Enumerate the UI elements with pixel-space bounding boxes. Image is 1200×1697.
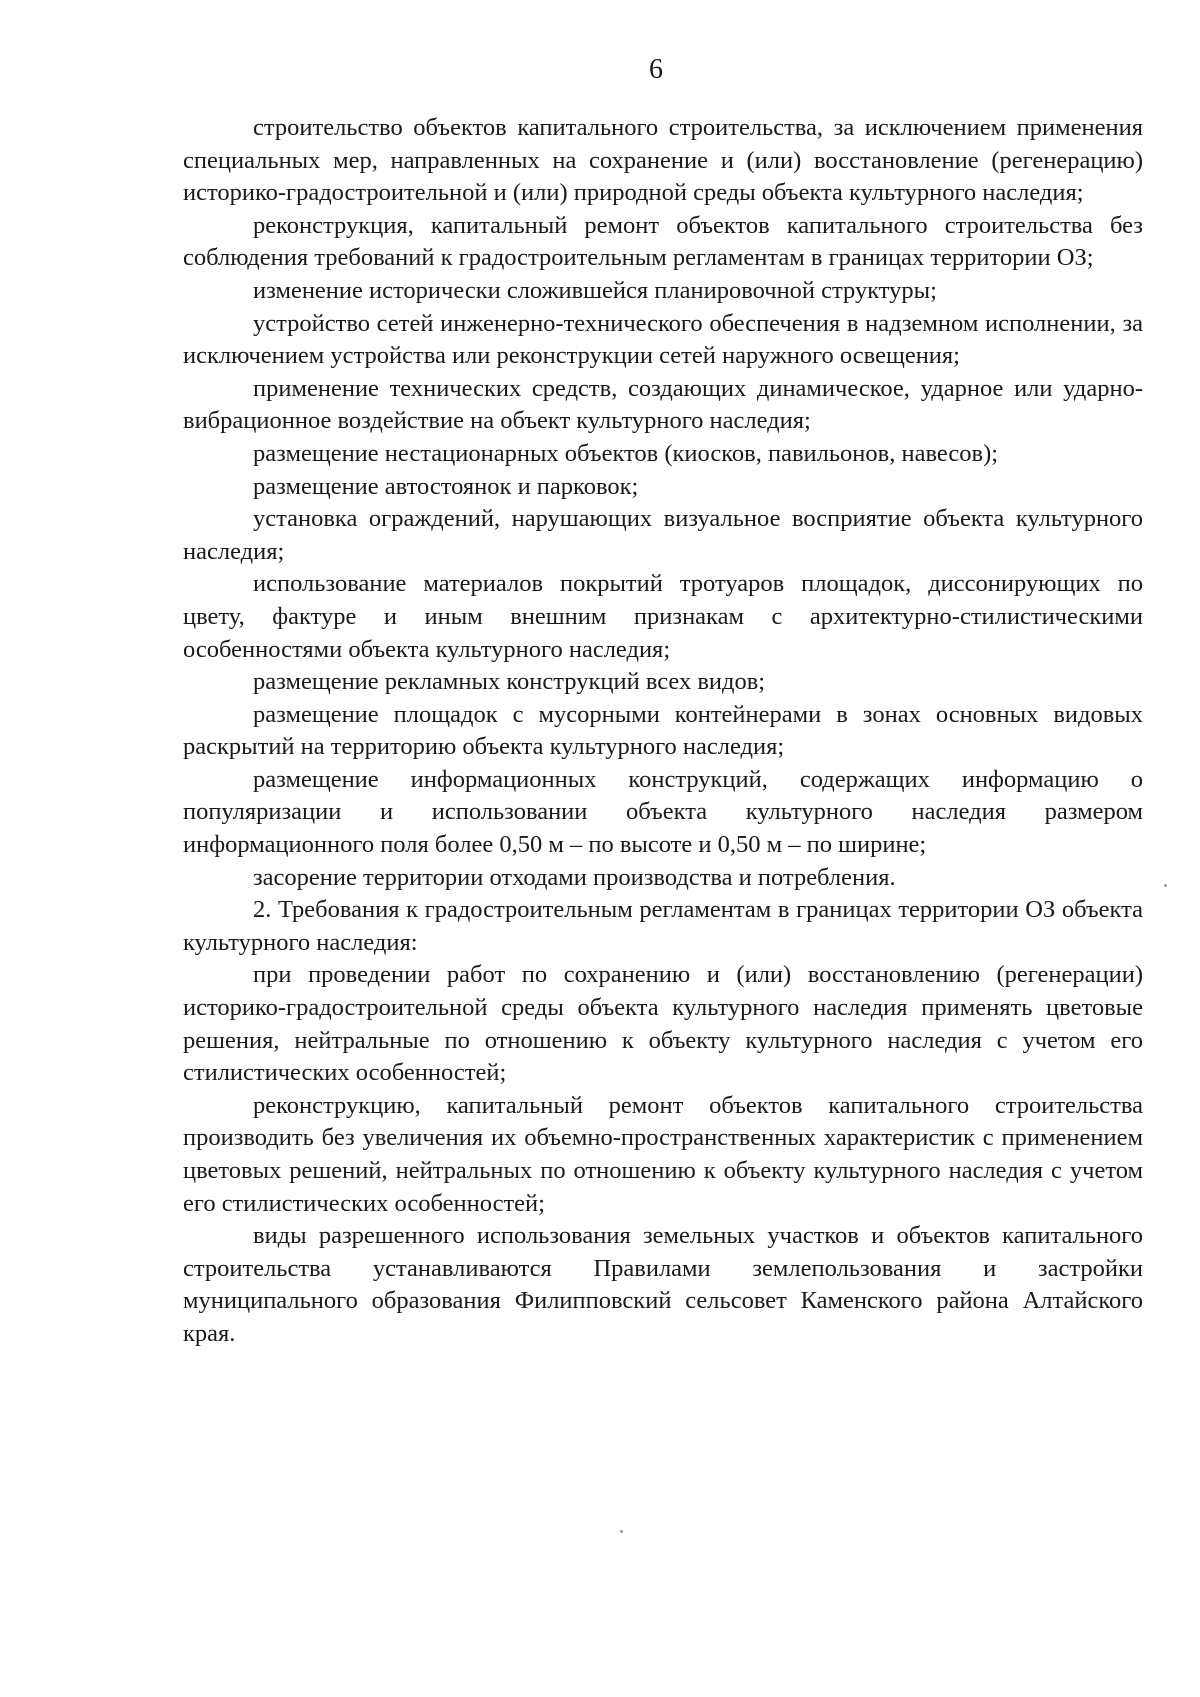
page-number: 6 <box>649 54 663 85</box>
paragraph-2: реконструкция, капитальный ремонт объектов капитального строительства без соблюдения требований к градостроительным регламентам в границах территории ОЗ; <box>183 211 1143 272</box>
paragraph-6: размещение нестационарных объектов (киосков, павильонов, навесов); <box>253 439 999 467</box>
document-body <box>183 112 1143 1351</box>
paragraph-5: применение технических средств, создающих динамическое, ударное или ударно-вибрационное воздействие на объект культурного наследия; <box>183 374 1143 435</box>
scan-speck <box>620 1530 623 1533</box>
paragraph-13: засорение территории отходами производства и потребления. <box>253 863 896 891</box>
paragraph-8: установка ограждений, нарушающих визуальное восприятие объекта культурного наследия; <box>183 505 1143 565</box>
paragraph-15: при проведении работ по сохранению и (или) восстановлению (регенерации) историко-градостроительной среды объекта культурного наследия применять цветовые решения, нейтральные по отношению к объекту культурного наследия с учетом его стилистических особенностей; <box>183 961 1143 1087</box>
paragraph-14: 2. Требования к градостроительным регламентам в границах территории ОЗ объекта культурного наследия: <box>183 896 1143 956</box>
paragraph-3: изменение исторически сложившейся планировочной структуры; <box>253 276 937 304</box>
paragraph-10: размещение рекламных конструкций всех видов; <box>253 668 766 696</box>
paragraph-9: использование материалов покрытий тротуаров площадок, диссонирующих по цвету, фактуре и иным внешним признакам с архитектурно-стилистическими особенностями объекта культурного наследия; <box>183 570 1143 663</box>
paragraph-7: размещение автостоянок и парковок; <box>253 472 639 500</box>
paragraph-1: строительство объектов капитального строительства, за исключением применения специальных мер, направленных на сохранение и (или) восстановление (регенерацию) историко-градостроительной и (или) природной среды объекта культурного наследия; <box>183 114 1143 207</box>
scan-speck <box>1164 884 1167 887</box>
paragraph-4: устройство сетей инженерно-технического обеспечения в надземном исполнении, за исключением устройства или реконструкции сетей наружного освещения; <box>183 309 1143 370</box>
paragraph-16: реконструкцию, капитальный ремонт объектов капитального строительства производить без увеличения их объемно-пространственных характеристик с применением цветовых решений, нейтральных по отношению к объекту культурного наследия с учетом его стилистических особенностей; <box>183 1091 1143 1217</box>
paragraph-11: размещение площадок с мусорными контейнерами в зонах основных видовых раскрытий на территорию объекта культурного наследия; <box>183 700 1143 761</box>
paragraph-12: размещение информационных конструкций, содержащих информацию о популяризации и использовании объекта культурного наследия размером информационного поля более 0,50 м – по высоте и 0,50 м – по ширине; <box>183 765 1143 859</box>
paragraph-17: виды разрешенного использования земельных участков и объектов капитального строительства устанавливаются Правилами землепользования и застройки муниципального образования Филипповский сельсовет Каменского района Алтайского края. <box>183 1222 1143 1347</box>
